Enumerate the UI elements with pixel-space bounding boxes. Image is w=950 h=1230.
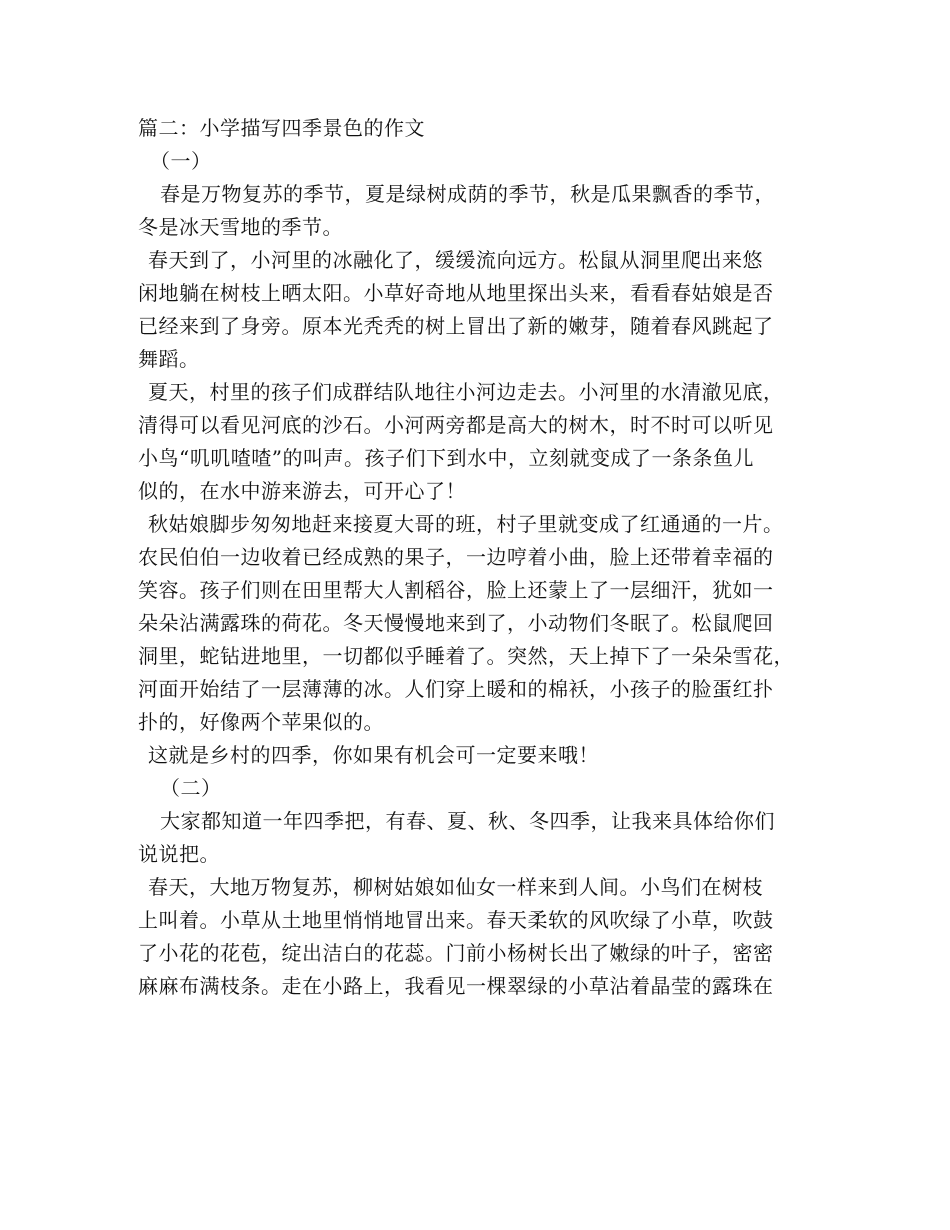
- paragraph-line: 舞蹈。: [138, 347, 200, 371]
- paragraph-line: 春天到了，小河里的冰融化了，缓缓流向远方。松鼠从洞里爬出来悠: [148, 248, 763, 272]
- paragraph-line: 笑容。孩子们则在田里帮大人割稻谷，脸上还蒙上了一层细汗，犹如一: [138, 578, 774, 602]
- paragraph-line: 洞里，蛇钻进地里，一切都似乎睡着了。突然，天上掉下了一朵朵雪花，: [138, 644, 794, 668]
- document-title: 篇二：小学描写四季景色的作文: [138, 116, 425, 140]
- section-1-intro-paragraph: [138, 178, 828, 244]
- section-2-spring-paragraph: [138, 871, 828, 1003]
- paragraph-line: 上叫着。小草从土地里悄悄地冒出来。春天柔软的风吹绿了小草，吹鼓: [138, 908, 774, 932]
- paragraph-line: 春是万物复苏的季节，夏是绿树成荫的季节，秋是瓜果飘香的季节，: [160, 182, 775, 206]
- paragraph-line: 农民伯伯一边收着已经成熟的果子，一边哼着小曲，脸上还带着幸福的: [138, 545, 774, 569]
- paragraph-line: 河面开始结了一层薄薄的冰。人们穿上暖和的棉袄，小孩子的脸蛋红扑: [138, 677, 774, 701]
- paragraph-line: 小鸟“叽叽喳喳”的叫声。孩子们下到水中，立刻就变成了一条条鱼儿: [138, 446, 754, 470]
- paragraph-line: 朵朵沾满露珠的荷花。冬天慢慢地来到了，小动物们冬眠了。松鼠爬回: [138, 611, 774, 635]
- paragraph-line: 秋姑娘脚步匆匆地赶来接夏大哥的班，村子里就变成了红通通的一片。: [148, 512, 784, 536]
- spring-paragraph: [138, 244, 828, 376]
- paragraph-line: 说说把。: [138, 842, 220, 866]
- conclusion-paragraph: 这就是乡村的四季，你如果有机会可一定要来哦！: [148, 743, 599, 767]
- summer-paragraph: [138, 376, 828, 508]
- document-page: [138, 112, 828, 1003]
- section-2-intro-paragraph: [138, 805, 828, 871]
- paragraph-line: 大家都知道一年四季把，有春、夏、秋、冬四季，让我来具体给你们: [160, 809, 775, 833]
- paragraph-line: 了小花的花苞，绽出洁白的花蕊。门前小杨树长出了嫩绿的叶子，密密: [138, 941, 774, 965]
- paragraph-line: 春天，大地万物复苏，柳树姑娘如仙女一样来到人间。小鸟们在树枝: [148, 875, 763, 899]
- paragraph-line: 已经来到了身旁。原本光秃秃的树上冒出了新的嫩芽，随着春风跳起了: [138, 314, 774, 338]
- paragraph-line: 清得可以看见河底的沙石。小河两旁都是高大的树木，时不时可以听见: [138, 413, 774, 437]
- paragraph-line: 麻麻布满枝条。走在小路上，我看见一棵翠绿的小草沾着晶莹的露珠在: [138, 974, 774, 998]
- section-1-heading: （一）: [150, 149, 212, 173]
- paragraph-line: 扑的，好像两个苹果似的。: [138, 710, 384, 734]
- paragraph-line: 夏天，村里的孩子们成群结队地往小河边走去。小河里的水清澈见底，: [148, 380, 784, 404]
- autumn-winter-paragraph: [138, 508, 828, 739]
- section-2-heading: （二）: [160, 776, 222, 800]
- paragraph-line: 冬是冰天雪地的季节。: [138, 215, 343, 239]
- paragraph-line: 闲地躺在树枝上晒太阳。小草好奇地从地里探出头来，看看春姑娘是否: [138, 281, 774, 305]
- paragraph-line: 似的，在水中游来游去，可开心了！: [138, 479, 466, 503]
